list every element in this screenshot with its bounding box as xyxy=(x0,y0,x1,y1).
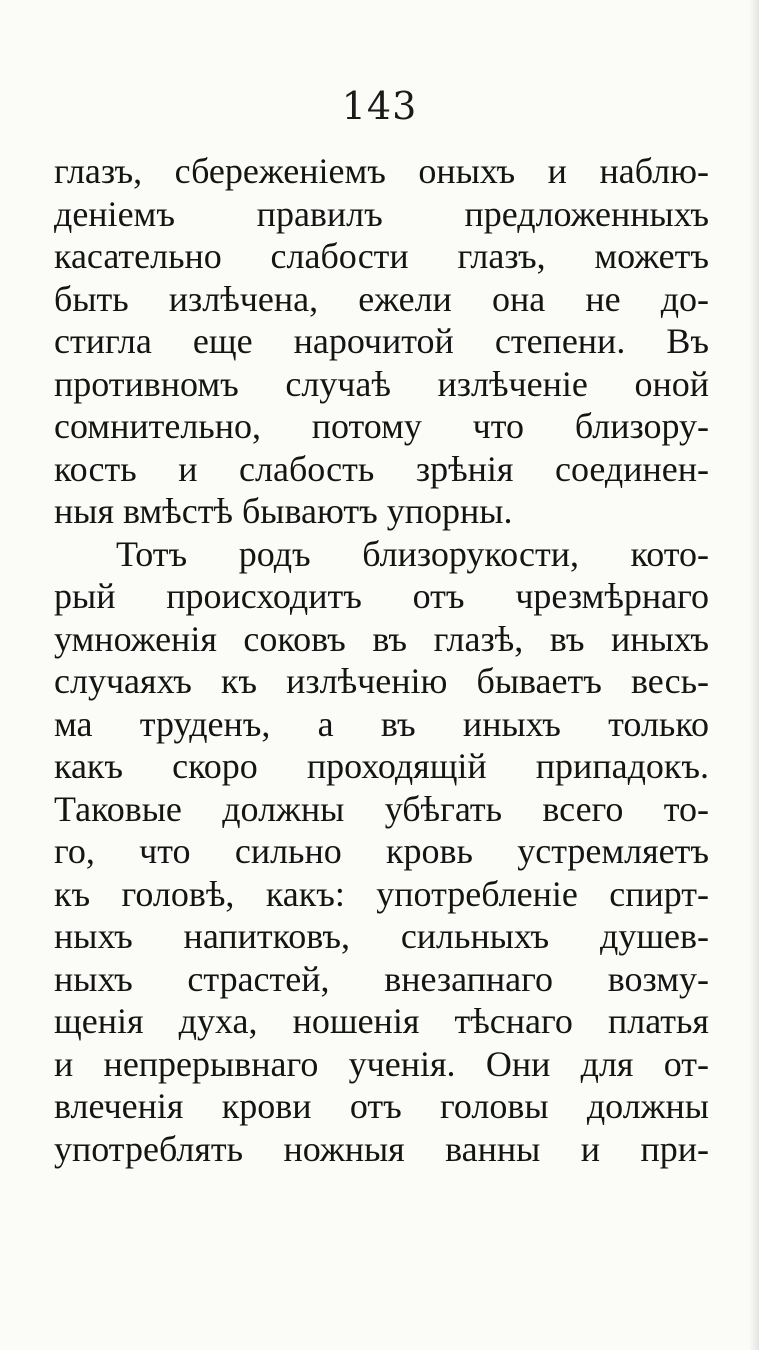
text-line: стигла еще нарочитой степени. Въ xyxy=(54,321,709,361)
text-line: противномъ случаѣ излѣченiе оной xyxy=(54,363,709,404)
text-line: влеченiя крови отъ головы должны xyxy=(54,1086,709,1126)
text-line: къ головѣ, какъ: употребленiе спирт- xyxy=(54,873,709,914)
paragraph-start-line: Тотъ родъ близорукости, кото- xyxy=(116,533,709,574)
text-line: щенiя духа, ношенiя тѣснаго платья xyxy=(54,1001,709,1041)
text-line: умноженiя соковъ въ глазѣ, въ иныхъ xyxy=(54,618,709,659)
text-line: ныхъ напитковъ, сильныхъ душев- xyxy=(54,916,709,956)
text-line: кость и слабость зрѣнiя соединен- xyxy=(54,448,709,489)
text-line: и непрерывнаго ученiя. Они для от- xyxy=(54,1043,709,1084)
text-line: употреблять ножныя ванны и при- xyxy=(54,1128,709,1169)
text-line: случаяхъ къ излѣченiю бываетъ весь- xyxy=(54,661,709,701)
text-line: касательно слабости глазъ, можетъ xyxy=(54,236,709,276)
text-line: глазъ, сбереженiемъ оныхъ и наблю- xyxy=(54,151,709,191)
text-line: сомнительно, потому что близору- xyxy=(54,406,709,446)
text-line: какъ скоро проходящiй припадокъ. xyxy=(54,746,709,786)
text-line: рый происходитъ отъ чрезмѣрнаго xyxy=(54,576,709,616)
body-text xyxy=(54,150,709,1170)
text-line: ма труденъ, а въ иныхъ только xyxy=(54,703,709,744)
text-line: го, что сильно кровь устремляетъ xyxy=(54,831,709,871)
page-edge-shadow xyxy=(749,0,759,1350)
text-line: денiемъ правилъ предложенныхъ xyxy=(54,193,709,234)
paragraph-end-line: ныя вмѣстѣ бываютъ упорны. xyxy=(54,491,513,531)
text-line: быть излѣчена, ежели она не до- xyxy=(54,278,709,319)
text-line: ныхъ страстей, внезапнаго возму- xyxy=(54,958,709,999)
page-number: 143 xyxy=(341,84,418,128)
text-line: Таковые должны убѣгать всего то- xyxy=(54,788,709,829)
